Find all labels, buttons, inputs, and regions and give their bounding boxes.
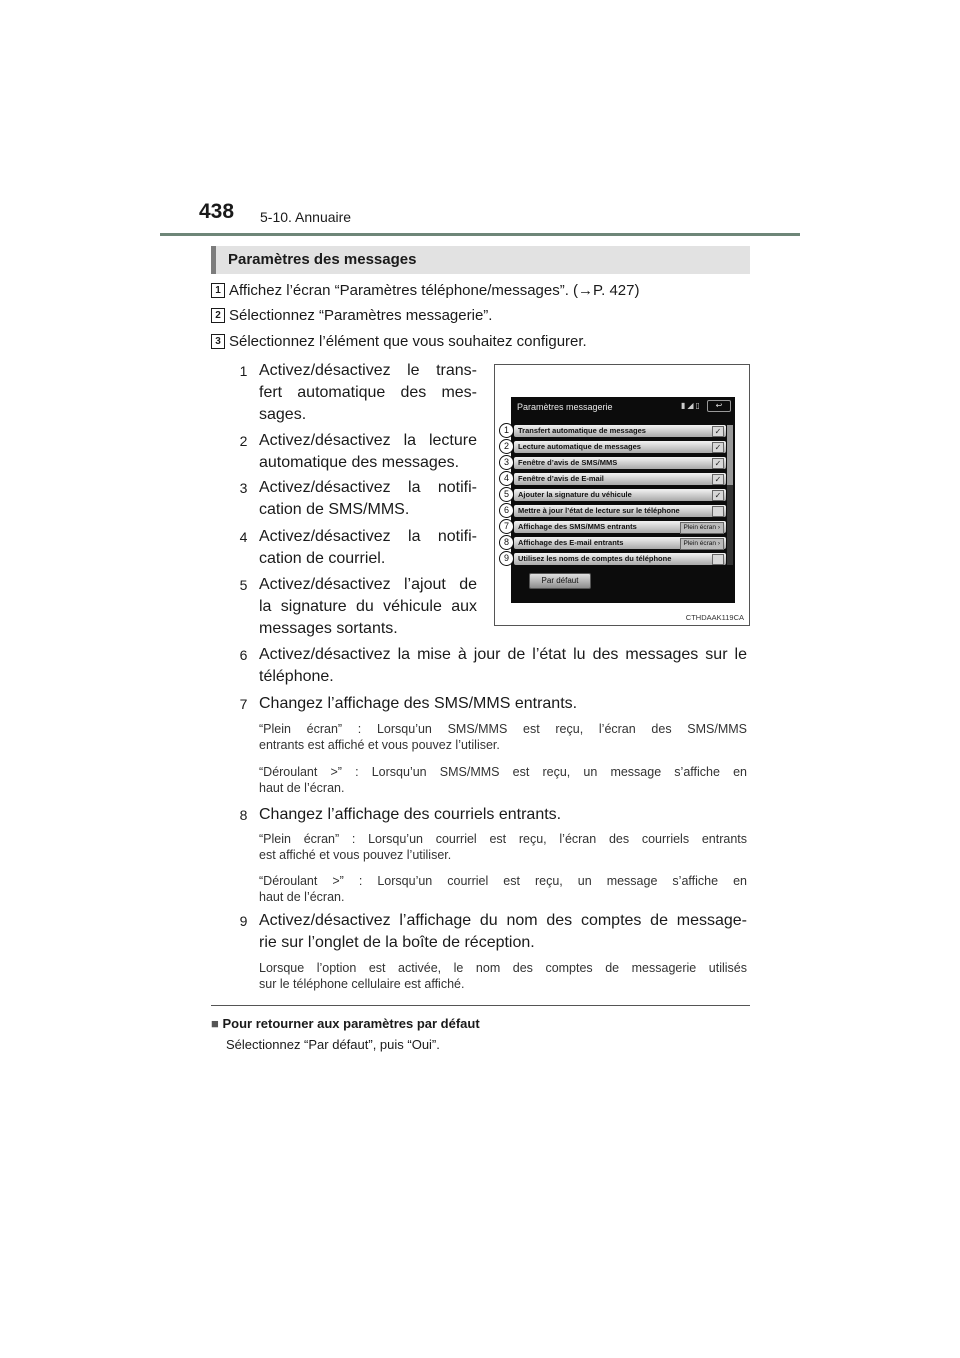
settings-row bbox=[514, 473, 726, 485]
back-button-icon: ↩ bbox=[707, 400, 731, 412]
checkbox-icon: ✓ bbox=[712, 458, 724, 469]
row-label: Affichage des SMS/MMS entrants bbox=[518, 522, 637, 531]
note-line: “Déroulant >” : Lorsqu’un courriel est reçu, un message s’affiche en bbox=[259, 874, 747, 888]
display-mode-pill: Plein écran › bbox=[680, 538, 725, 550]
default-button: Par défaut bbox=[529, 573, 591, 589]
item-text-line: Changez l’affichage des courriels entrants. bbox=[259, 806, 562, 823]
figure-code: CTHDAAK119CA bbox=[685, 613, 744, 622]
callout-marker: 3 bbox=[499, 455, 514, 470]
section-banner bbox=[211, 246, 750, 274]
subsection-title-text: Pour retourner aux paramètres par défaut bbox=[222, 1016, 480, 1031]
row-label: Lecture automatique de messages bbox=[518, 442, 641, 451]
note-line: “Plein écran” : Lorsqu’un courriel est reçu, l’écran des courriels entrants bbox=[259, 832, 747, 846]
callout-marker: 2 bbox=[499, 439, 514, 454]
settings-row bbox=[514, 505, 726, 517]
item-text-line: Activez/désactivez la lecture bbox=[259, 432, 477, 449]
callout-marker: 1 bbox=[499, 423, 514, 438]
subsection-text: Sélectionnez “Par défaut”, puis “Oui”. bbox=[226, 1037, 440, 1052]
item-text-line: Activez/désactivez l’ajout de bbox=[259, 576, 477, 593]
item-text-line: rie sur l’onglet de la boîte de réception. bbox=[259, 934, 535, 951]
callout-marker: 8 bbox=[499, 535, 514, 550]
checkbox-icon: ✓ bbox=[712, 474, 724, 485]
square-bullet-icon: ■ bbox=[211, 1016, 219, 1031]
callout-marker: 4 bbox=[499, 471, 514, 486]
subsection-title bbox=[211, 1016, 480, 1031]
item-number: 4 bbox=[239, 529, 248, 545]
chapter-title: 5-10. Annuaire bbox=[260, 209, 352, 225]
item-text-line: cation de SMS/MMS. bbox=[259, 501, 410, 518]
status-icons: ▮◢▯ bbox=[681, 401, 702, 410]
row-label: Fenêtre d’avis de E-mail bbox=[518, 474, 604, 483]
item-number: 3 bbox=[239, 480, 248, 496]
item-text-line: Activez/désactivez le trans- bbox=[259, 362, 477, 379]
section-title: Paramètres des messages bbox=[228, 251, 417, 268]
step-text: Affichez l’écran “Paramètres téléphone/messages”. (→P. 427) bbox=[229, 282, 640, 299]
scrollbar-thumb bbox=[727, 425, 733, 485]
step-number: 1 bbox=[211, 283, 225, 298]
item-number: 7 bbox=[239, 696, 248, 712]
note-line: haut de l’écran. bbox=[259, 781, 345, 795]
callout-marker: 7 bbox=[499, 519, 514, 534]
note-line: entrants est affiché et vous pouvez l’utiliser. bbox=[259, 738, 500, 752]
section-divider bbox=[211, 1005, 750, 1006]
screen-title: Paramètres messagerie bbox=[517, 402, 613, 412]
note-line: “Plein écran” : Lorsqu’un SMS/MMS est reçu, l’écran des SMS/MMS bbox=[259, 722, 747, 736]
settings-row bbox=[514, 521, 726, 533]
item-number: 1 bbox=[239, 363, 248, 379]
note-line: haut de l’écran. bbox=[259, 890, 345, 904]
item-number: 8 bbox=[239, 807, 248, 823]
step-text: Sélectionnez “Paramètres messagerie”. bbox=[229, 307, 493, 324]
item-text-line: fert automatique des mes- bbox=[259, 384, 477, 401]
display-mode-pill: Plein écran › bbox=[680, 522, 725, 534]
row-label: Mettre à jour l’état de lecture sur le téléphone bbox=[518, 506, 680, 515]
item-text-line: messages sortants. bbox=[259, 620, 398, 637]
note-line: Lorsque l’option est activée, le nom des comptes de messagerie utilisés bbox=[259, 961, 747, 975]
checkbox-icon: ✓ bbox=[712, 426, 724, 437]
checkbox-icon bbox=[712, 554, 724, 565]
screen-illustration bbox=[494, 364, 750, 626]
callout-marker: 6 bbox=[499, 503, 514, 518]
settings-row bbox=[514, 537, 726, 549]
note-line: “Déroulant >” : Lorsqu’un SMS/MMS est reçu, un message s’affiche en bbox=[259, 765, 747, 779]
callout-marker: 9 bbox=[499, 551, 514, 566]
checkbox-icon: ✓ bbox=[712, 442, 724, 453]
scrollbar-track bbox=[727, 425, 733, 565]
row-label: Transfert automatique de messages bbox=[518, 426, 646, 435]
item-number: 5 bbox=[239, 577, 248, 593]
display-screen bbox=[511, 397, 735, 603]
step-text: Sélectionnez l’élément que vous souhaitez configurer. bbox=[229, 333, 587, 350]
row-label: Fenêtre d’avis de SMS/MMS bbox=[518, 458, 618, 467]
settings-row bbox=[514, 489, 726, 501]
row-label: Affichage des E-mail entrants bbox=[518, 538, 624, 547]
note-line: sur le téléphone cellulaire est affiché. bbox=[259, 977, 465, 991]
item-text-line: Changez l’affichage des SMS/MMS entrants. bbox=[259, 695, 578, 712]
settings-row bbox=[514, 441, 726, 453]
header-rule bbox=[160, 233, 800, 236]
item-number: 6 bbox=[239, 647, 248, 663]
step-number: 2 bbox=[211, 308, 225, 323]
item-text-line: la signature du véhicule aux bbox=[259, 598, 477, 615]
settings-row bbox=[514, 457, 726, 469]
item-text-line: sages. bbox=[259, 406, 307, 423]
row-label: Utilisez les noms de comptes du téléphone bbox=[518, 554, 672, 563]
callout-marker: 5 bbox=[499, 487, 514, 502]
item-text-line: Activez/désactivez la mise à jour de l’état lu des messages sur le bbox=[259, 646, 747, 663]
checkbox-icon: ✓ bbox=[712, 490, 724, 501]
row-label: Ajouter la signature du véhicule bbox=[518, 490, 632, 499]
item-number: 9 bbox=[239, 913, 248, 929]
page-number: 438 bbox=[199, 200, 235, 223]
item-text-line: cation de courriel. bbox=[259, 550, 386, 567]
settings-row bbox=[514, 553, 726, 565]
checkbox-icon bbox=[712, 506, 724, 517]
item-text-line: automatique des messages. bbox=[259, 454, 460, 471]
item-text-line: Activez/désactivez l’affichage du nom des comptes de message- bbox=[259, 912, 747, 929]
settings-row bbox=[514, 425, 726, 437]
note-line: est affiché et vous pouvez l’utiliser. bbox=[259, 848, 452, 862]
item-text-line: téléphone. bbox=[259, 668, 334, 685]
item-text-line: Activez/désactivez la notifi- bbox=[259, 528, 477, 545]
step-number: 3 bbox=[211, 334, 225, 349]
item-number: 2 bbox=[239, 433, 248, 449]
item-text-line: Activez/désactivez la notifi- bbox=[259, 479, 477, 496]
